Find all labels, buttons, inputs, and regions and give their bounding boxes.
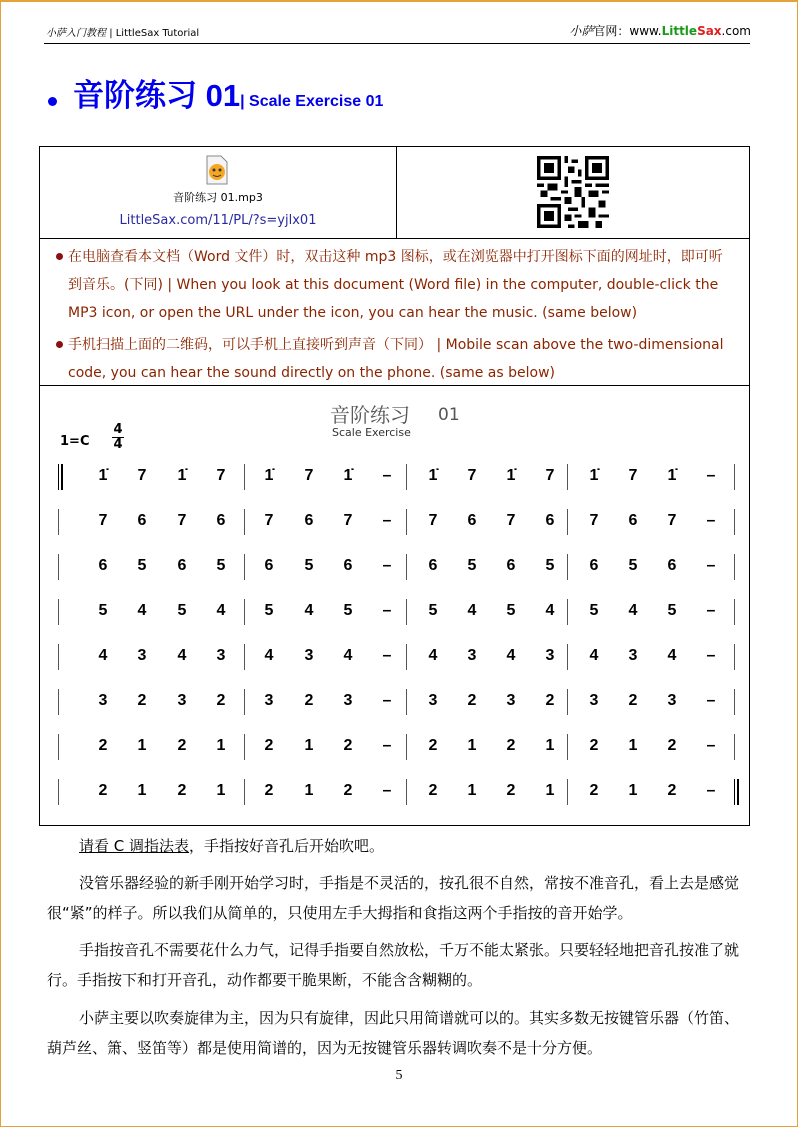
score-note: 6: [545, 512, 555, 529]
score-note: 5: [628, 557, 638, 574]
site-url[interactable]: [629, 24, 751, 38]
barline: [567, 554, 568, 580]
cell-divider: [396, 147, 397, 239]
score-note: –: [382, 737, 392, 754]
score-note: –: [706, 647, 716, 664]
score-number: 01: [438, 405, 460, 425]
score-note: 2: [98, 737, 108, 754]
score-note: 1: [137, 737, 147, 754]
instruction-item: 在电脑查看本文档（Word 文件）时，双击这种 mp3 图标，或在浏览器中打开图标下面的网址时，即可听到音乐。(下同) | When you look at this document (Word file) in the computer, double-click the MP3 icon, or open the URL under the icon, you can hear the music. (same below): [54, 243, 734, 327]
score-note: 1: [628, 737, 638, 754]
score-note: 6: [137, 512, 147, 529]
score-note: 2: [343, 782, 353, 799]
score-note: 3: [628, 647, 638, 664]
score-note: 7: [264, 512, 274, 529]
barline: [406, 599, 407, 625]
score-note: –: [706, 737, 716, 754]
score-note: 1: [137, 782, 147, 799]
score-note: 3: [428, 692, 438, 709]
score-note: 4: [545, 602, 555, 619]
score-note: 2: [177, 737, 187, 754]
score-note: –: [706, 467, 716, 484]
score-note: 7: [667, 512, 677, 529]
barline: [406, 509, 407, 535]
url-pre: www.: [629, 24, 662, 38]
page-number: 5: [395, 1068, 403, 1083]
score-note: 2: [428, 782, 438, 799]
barline: [58, 644, 59, 670]
score-note: 5: [264, 602, 274, 619]
score-note: –: [706, 602, 716, 619]
score-note: 1̇: [667, 467, 677, 484]
score-note: 3: [98, 692, 108, 709]
score-note: 6: [467, 512, 477, 529]
score-note: 5: [343, 602, 353, 619]
score-note: –: [382, 512, 392, 529]
score-note: 4: [628, 602, 638, 619]
score-note: 7: [98, 512, 108, 529]
score-note: –: [382, 602, 392, 619]
paragraph-4: 小萨主要以吹奏旋律为主，因为只有旋律，因此只用简谱就可以的。其实多数无按键管乐器（竹笛、葫芦丝、箫、竖笛等）都是使用简谱的，因为无按键管乐器转调吹奏不是十分方便。: [47, 1009, 740, 1057]
score-note: –: [706, 557, 716, 574]
barline: [406, 464, 407, 490]
score-note: 6: [506, 557, 516, 574]
score-note: 1: [304, 782, 314, 799]
score-note: 5: [467, 557, 477, 574]
score-note: 2: [264, 782, 274, 799]
exercise-table: [39, 146, 750, 826]
score-note: 3: [216, 647, 226, 664]
title-main: 音阶练习 01: [73, 78, 241, 113]
score-note: 5: [545, 557, 555, 574]
score-note: 6: [98, 557, 108, 574]
score-note: 4: [467, 602, 477, 619]
score-note: 3: [506, 692, 516, 709]
score-note: 1̇: [589, 467, 599, 484]
barline: [734, 644, 735, 670]
barline: [58, 689, 59, 715]
barline: [567, 689, 568, 715]
score-note: 6: [264, 557, 274, 574]
repeat-end-barline: [734, 779, 739, 805]
score-note: 7: [137, 467, 147, 484]
score-note: 1̇: [428, 467, 438, 484]
score-note: –: [706, 782, 716, 799]
barline: [58, 734, 59, 760]
score-note: 7: [216, 467, 226, 484]
score-note: 3: [589, 692, 599, 709]
score-note: 4: [343, 647, 353, 664]
barline: [567, 599, 568, 625]
barline: [734, 509, 735, 535]
header-subtitle: | LittleSax Tutorial: [109, 28, 200, 39]
score-note: 6: [428, 557, 438, 574]
page-title: [48, 70, 383, 115]
header-left: [46, 24, 199, 39]
score-note: 2: [264, 737, 274, 754]
barline: [567, 509, 568, 535]
barline: [406, 554, 407, 580]
paragraph-text: ，手指按好音孔后开始吹吧。: [189, 837, 385, 855]
fingering-chart-link[interactable]: 请看 C 调指法表: [79, 837, 190, 855]
url-sax: Sax: [697, 24, 722, 38]
score-note: 4: [177, 647, 187, 664]
score-note: 7: [304, 467, 314, 484]
score-note: 1: [304, 737, 314, 754]
barline: [406, 644, 407, 670]
key-signature: 1=C: [60, 434, 90, 449]
title-sub: | Scale Exercise 01: [240, 93, 384, 110]
score-note: 6: [177, 557, 187, 574]
barline: [58, 599, 59, 625]
paragraph-3: 手指按音孔不需要花什么力气，记得手指要自然放松，千万不能太紧张。只要轻轻地把音孔按准了就行。手指按下和打开音孔，动作都要干脆果断，不能含含糊糊的。: [47, 941, 740, 989]
score-note: 2: [667, 737, 677, 754]
score-note: –: [706, 512, 716, 529]
score-note: 5: [137, 557, 147, 574]
score-note: 7: [628, 467, 638, 484]
score-title: 音阶练习: [330, 403, 410, 427]
score-note: 2: [589, 737, 599, 754]
score-note: 1: [467, 737, 477, 754]
score-note: –: [706, 692, 716, 709]
score-note: 3: [177, 692, 187, 709]
score-note: 1̇: [264, 467, 274, 484]
url-little: Little: [661, 24, 698, 38]
score-note: 2: [467, 692, 477, 709]
barline: [734, 689, 735, 715]
barline: [406, 689, 407, 715]
score-note: 3: [467, 647, 477, 664]
score-note: –: [382, 647, 392, 664]
score-note: –: [382, 557, 392, 574]
score-note: 1̇: [177, 467, 187, 484]
score-note: 1: [467, 782, 477, 799]
score-note: 7: [506, 512, 516, 529]
score-note: 5: [304, 557, 314, 574]
paragraph-1: [47, 831, 752, 861]
barline: [58, 554, 59, 580]
score-note: 4: [98, 647, 108, 664]
score-note: 4: [216, 602, 226, 619]
score-note: 1̇: [98, 467, 108, 484]
numbered-score: [40, 386, 749, 826]
score-subtitle: Scale Exercise: [332, 426, 411, 439]
bullet-icon: [48, 97, 57, 106]
instruction-item: 手机扫描上面的二维码，可以手机上直接听到声音（下同） | Mobile scan above the two-dimensional code, you can hear the sound directly on the phone. (same as below): [54, 331, 734, 387]
score-note: 5: [216, 557, 226, 574]
barline: [567, 644, 568, 670]
score-note: 1̇: [506, 467, 516, 484]
score-note: 4: [506, 647, 516, 664]
barline: [567, 464, 568, 490]
score-note: 2: [304, 692, 314, 709]
score-note: 2: [216, 692, 226, 709]
paragraph-2: 没管乐器经验的新手刚开始学习时，手指是不灵活的，按孔很不自然，常按不准音孔，看上去是感觉很“紧”的样子。所以我们从简单的，只使用左手大拇指和食指这两个手指按的音开始学。: [47, 874, 740, 922]
score-note: 4: [264, 647, 274, 664]
score-note: 6: [216, 512, 226, 529]
score-note: 7: [545, 467, 555, 484]
score-note: 2: [177, 782, 187, 799]
score-note: 4: [137, 602, 147, 619]
barline: [244, 779, 245, 805]
score-note: 1̇: [343, 467, 353, 484]
score-note: 7: [467, 467, 477, 484]
audio-url-link[interactable]: LittleSax.com/11/PL/?s=yjlx01: [119, 213, 317, 228]
score-note: 2: [628, 692, 638, 709]
score-note: 6: [343, 557, 353, 574]
score-note: 3: [667, 692, 677, 709]
score-note: 2: [137, 692, 147, 709]
score-note: 2: [506, 737, 516, 754]
score-note: 7: [428, 512, 438, 529]
instruction-list: [54, 243, 734, 387]
repeat-start-barline: [58, 464, 63, 490]
score-note: 3: [264, 692, 274, 709]
barline: [244, 464, 245, 490]
score-note: 2: [667, 782, 677, 799]
score-note: 3: [304, 647, 314, 664]
score-note: 1: [216, 782, 226, 799]
score-note: 5: [506, 602, 516, 619]
barline: [734, 554, 735, 580]
barline: [567, 734, 568, 760]
score-note: 2: [545, 692, 555, 709]
logo-text: 小萨入门教程: [46, 28, 106, 39]
barline: [244, 689, 245, 715]
barline: [58, 779, 59, 805]
score-note: –: [382, 467, 392, 484]
barline: [734, 599, 735, 625]
score-note: 6: [589, 557, 599, 574]
score-note: 5: [667, 602, 677, 619]
score-note: 2: [343, 737, 353, 754]
score-note: 2: [589, 782, 599, 799]
barline: [244, 554, 245, 580]
score-note: 6: [304, 512, 314, 529]
site-label: 官网：: [593, 24, 630, 38]
score-note: 5: [177, 602, 187, 619]
score-note: 1: [545, 782, 555, 799]
score-note: 2: [98, 782, 108, 799]
score-note: 1: [545, 737, 555, 754]
barline: [244, 509, 245, 535]
score-note: 5: [589, 602, 599, 619]
score-note: 4: [589, 647, 599, 664]
score-note: 7: [343, 512, 353, 529]
qr-code-icon: [537, 156, 609, 228]
score-note: 1: [216, 737, 226, 754]
row-divider: [40, 238, 749, 239]
barline: [244, 599, 245, 625]
barline: [58, 509, 59, 535]
score-note: 6: [667, 557, 677, 574]
barline: [567, 779, 568, 805]
time-signature: [112, 423, 124, 452]
score-note: 1: [628, 782, 638, 799]
barline: [734, 734, 735, 760]
score-note: 3: [545, 647, 555, 664]
time-bottom: 4: [113, 437, 123, 452]
score-note: 7: [177, 512, 187, 529]
mp3-file-name[interactable]: 音阶练习 01.mp3: [173, 191, 263, 204]
score-note: –: [382, 782, 392, 799]
score-note: 3: [343, 692, 353, 709]
score-note: –: [382, 692, 392, 709]
score-note: 4: [428, 647, 438, 664]
score-note: 5: [428, 602, 438, 619]
time-top: 4: [113, 422, 123, 437]
score-note: 7: [589, 512, 599, 529]
score-note: 2: [428, 737, 438, 754]
barline: [406, 779, 407, 805]
score-note: 4: [304, 602, 314, 619]
url-post: .com: [721, 24, 751, 38]
score-note: 6: [628, 512, 638, 529]
logo-text-right: 小萨: [569, 24, 594, 38]
barline: [406, 734, 407, 760]
score-note: 2: [506, 782, 516, 799]
barline: [734, 464, 735, 490]
header-divider: [44, 43, 750, 44]
score-note: 3: [137, 647, 147, 664]
barline: [244, 644, 245, 670]
score-note: 5: [98, 602, 108, 619]
barline: [244, 734, 245, 760]
header-right: [569, 22, 751, 39]
mp3-file-icon[interactable]: [205, 155, 229, 185]
score-note: 4: [667, 647, 677, 664]
